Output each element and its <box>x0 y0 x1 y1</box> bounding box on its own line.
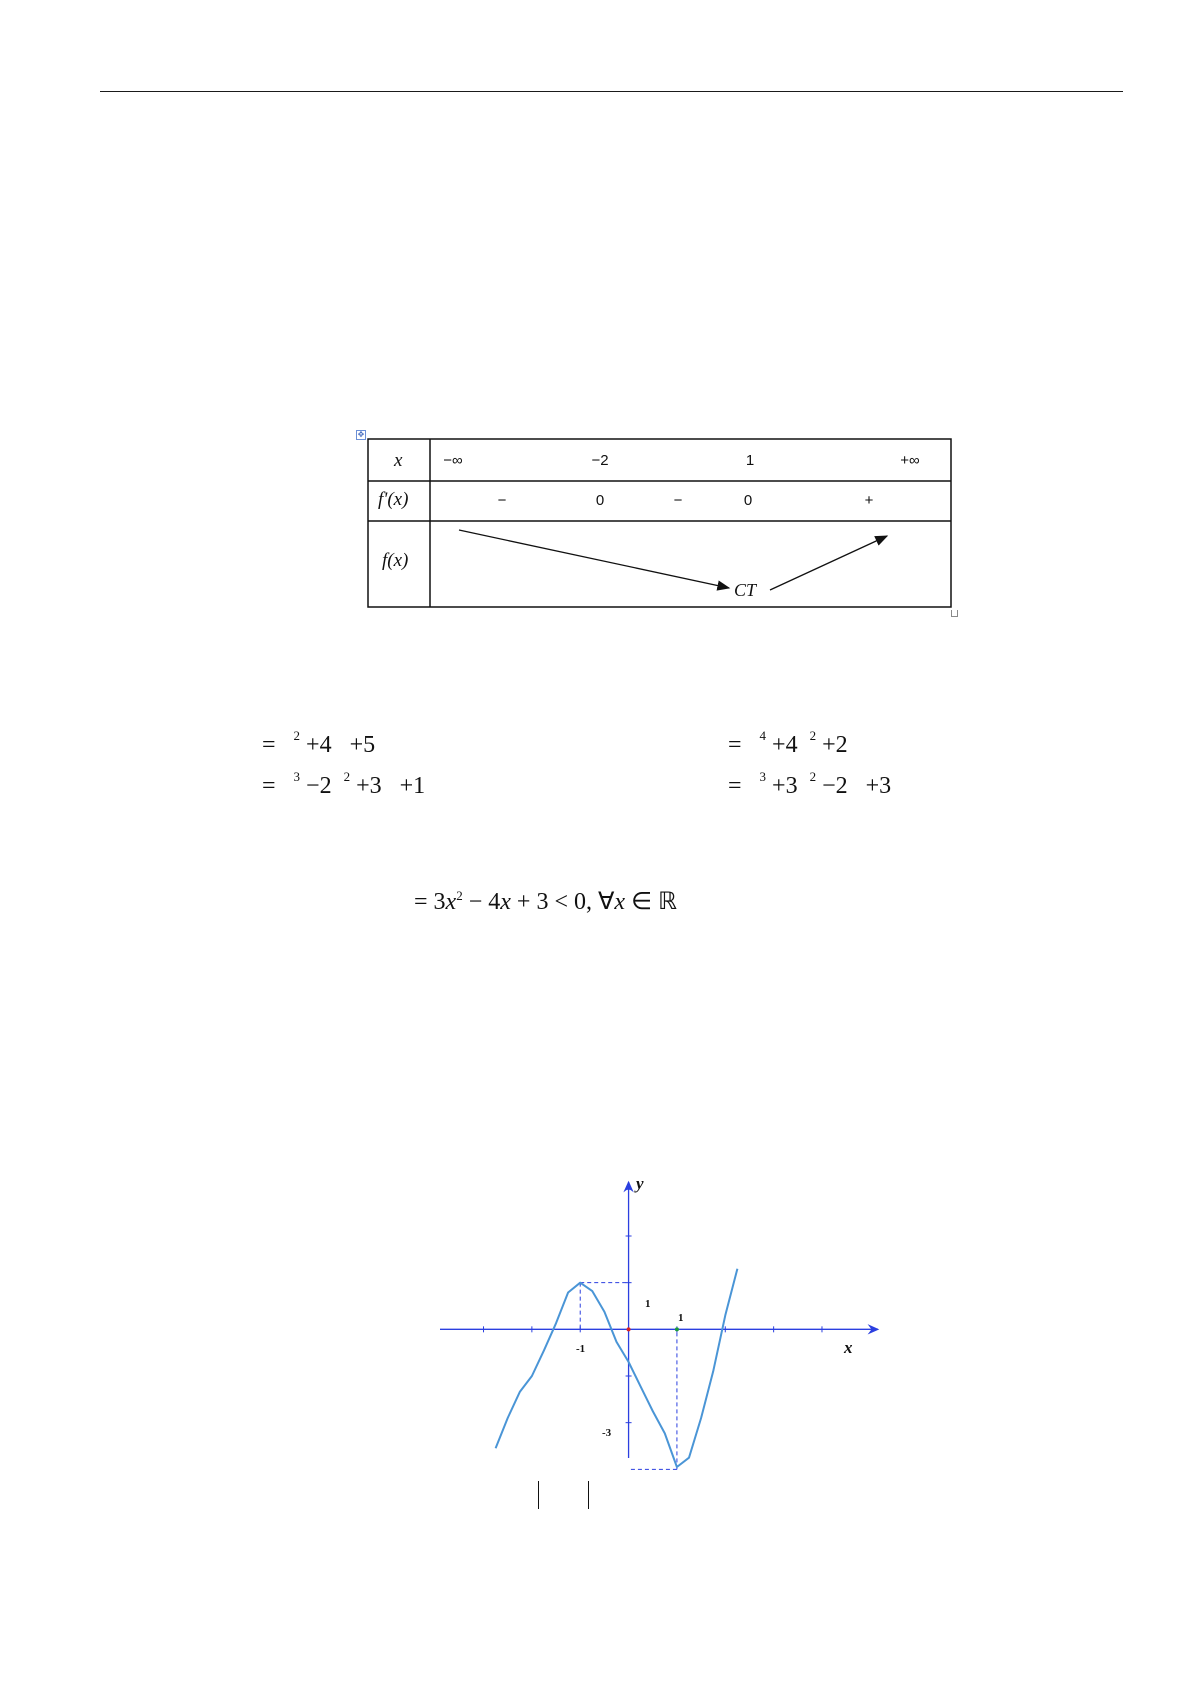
derivative-zero-1: 0 <box>595 492 605 509</box>
derivative-zero-2: 0 <box>743 492 753 509</box>
option-b-term-2: +4 <box>772 732 798 758</box>
option-b-exp-1: 4 <box>759 728 767 743</box>
deriv-rest-1: − 4 <box>468 889 501 915</box>
option-a-term-3: +5 <box>349 732 376 758</box>
option-b-exp-2: 2 <box>809 728 817 743</box>
tick-label-x-1: 1 <box>678 1312 684 1324</box>
graph-ticks <box>484 1189 822 1422</box>
abs-bar-left <box>538 1481 539 1509</box>
option-d <box>716 744 891 798</box>
option-b-term-4: +2 <box>822 732 848 758</box>
increasing-arrow <box>770 536 887 590</box>
x-value-neg2: −2 <box>591 452 609 469</box>
option-c <box>250 744 425 798</box>
option-a-exp: 2 <box>293 728 301 743</box>
derivative-sign-1: − <box>497 492 507 509</box>
deriv-exp: 2 <box>456 888 463 903</box>
derivative-sign-2: − <box>673 492 683 509</box>
option-d-term-2: +3 <box>772 773 798 799</box>
option-c-term-4: +3 <box>356 773 382 799</box>
tick-label-y-1: 1 <box>645 1298 651 1310</box>
deriv-set: ℝ <box>657 889 677 915</box>
option-c-exp-1: 3 <box>293 769 301 784</box>
absolute-value-bars <box>530 1481 590 1509</box>
deriv-var-1: x <box>445 889 457 915</box>
option-c-exp-2: 2 <box>343 769 351 784</box>
derivative-sign-3: + <box>864 492 874 509</box>
row-label-f: f(x) <box>382 550 409 571</box>
point-x-1 <box>675 1327 679 1331</box>
option-c-term-2: −2 <box>306 773 332 799</box>
option-d-exp-2: 2 <box>809 769 817 784</box>
y-axis-label: y <box>636 1174 644 1193</box>
function-graph <box>440 1174 880 1460</box>
table-resize-handle-icon[interactable] <box>951 610 958 617</box>
deriv-var-3: x <box>614 889 626 915</box>
option-d-exp-1: 3 <box>759 769 767 784</box>
tick-label-x-neg1: -1 <box>576 1343 586 1355</box>
x-value-1: 1 <box>745 452 755 469</box>
option-d-term-5: +3 <box>865 773 892 799</box>
row-label-x: x <box>394 450 403 471</box>
option-d-term-4: −2 <box>822 773 848 799</box>
option-b-rel: = <box>728 732 742 758</box>
header-rule <box>100 91 1123 92</box>
option-c-rel: = <box>262 773 276 799</box>
deriv-rel: = <box>414 889 428 915</box>
origin-point <box>627 1327 631 1331</box>
x-value-pos-inf: +∞ <box>900 452 920 469</box>
option-a-term-2: +4 <box>306 732 332 758</box>
deriv-coef: 3 <box>433 889 446 915</box>
row-label-f-prime: f'(x) <box>378 489 409 510</box>
option-a-rel: = <box>262 732 276 758</box>
x-value-neg-inf: −∞ <box>443 452 463 469</box>
table-move-handle-icon[interactable]: ✥ <box>357 430 365 439</box>
graph-curve <box>496 1269 738 1467</box>
option-c-term-5: +1 <box>399 773 426 799</box>
option-d-rel: = <box>728 773 742 799</box>
function-curve <box>496 1269 738 1467</box>
variation-table <box>367 438 952 608</box>
deriv-set-in: ∈ <box>631 889 652 915</box>
decreasing-arrow <box>459 530 729 588</box>
x-axis-label: x <box>844 1338 853 1357</box>
derivative-inequality <box>402 860 677 914</box>
graph-axes <box>440 1182 878 1458</box>
tick-label-y-neg3: -3 <box>602 1427 612 1439</box>
abs-bar-right <box>588 1481 589 1509</box>
deriv-rest-2: + 3 < 0, ∀ <box>516 889 615 915</box>
graph-canvas <box>440 1180 880 1460</box>
deriv-var-2: x <box>500 889 511 915</box>
minimum-label: CT <box>734 580 757 600</box>
